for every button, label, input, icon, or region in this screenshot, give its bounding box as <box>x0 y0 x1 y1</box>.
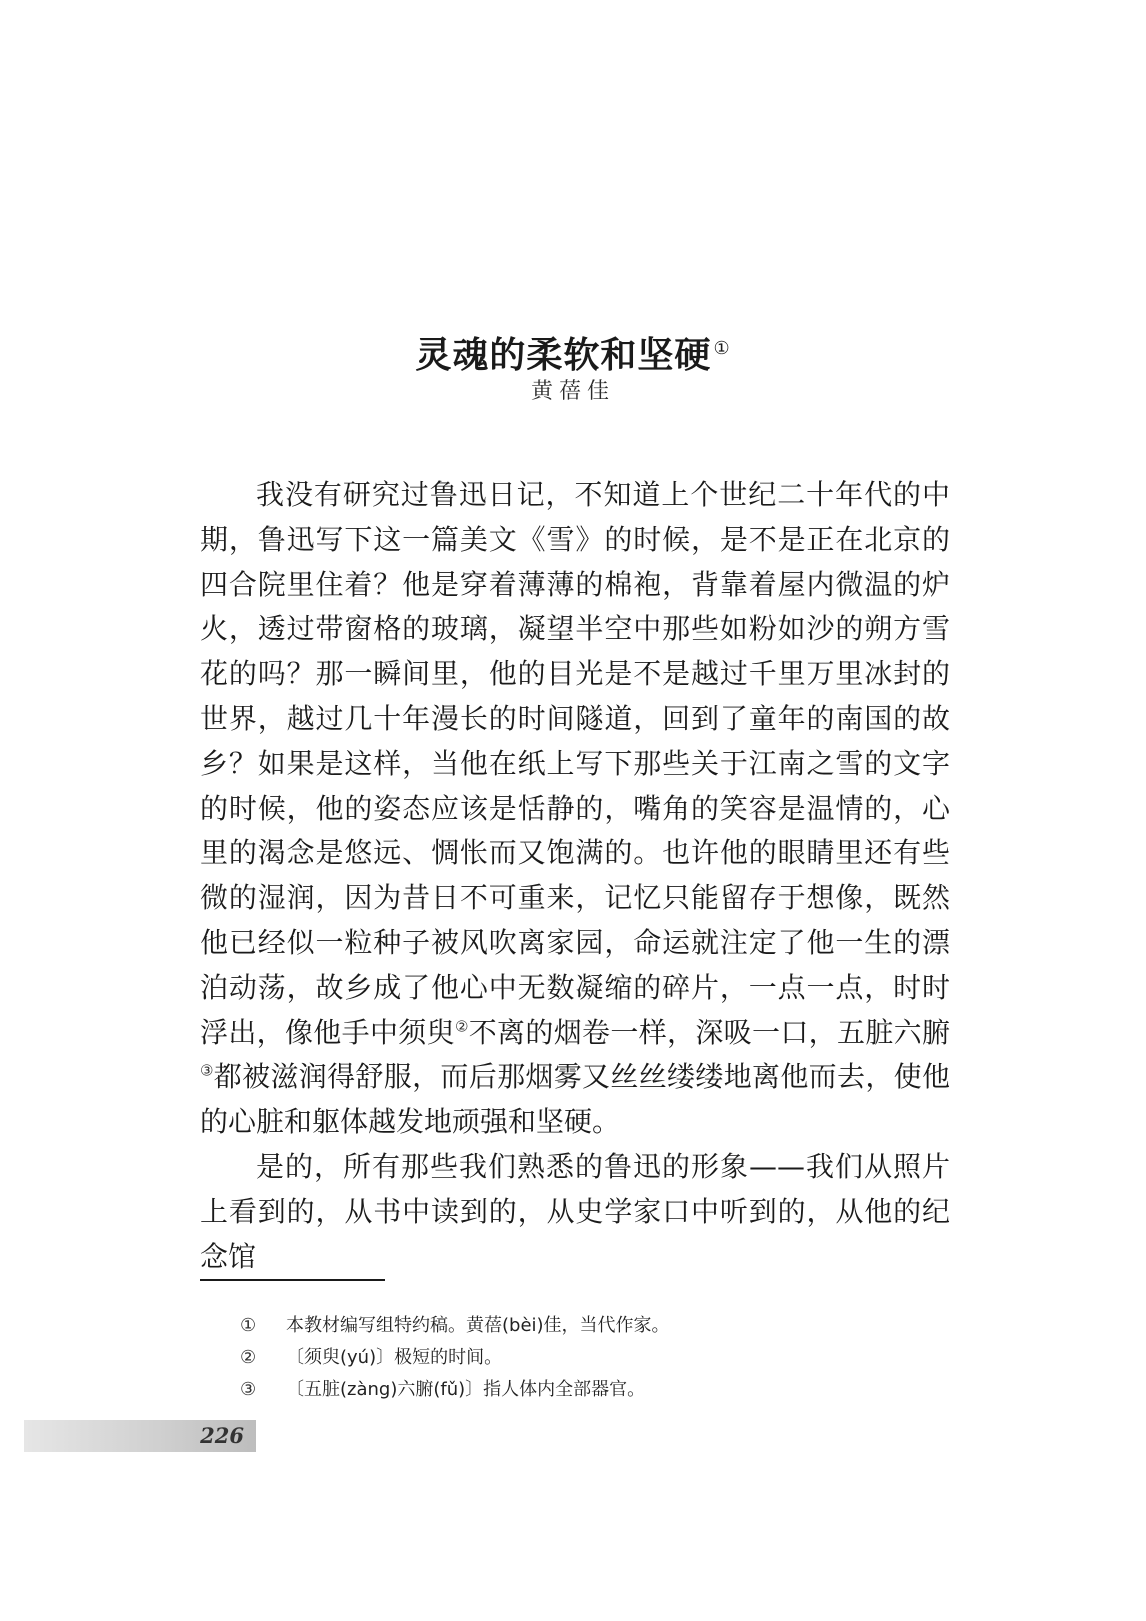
article-body <box>200 473 950 1279</box>
title-footnote-mark: ① <box>713 338 731 360</box>
paragraph-2: 是的，所有那些我们熟悉的鲁迅的形象——我们从照片上看到的，从书中读到的，从史学家口中听到的，从他的纪念馆 <box>200 1149 950 1273</box>
footnote-1-mark: ① <box>240 1315 257 1336</box>
article-title-text: 灵魂的柔软和坚硬 <box>415 334 712 377</box>
footnote-divider <box>200 1279 385 1281</box>
footnote-3-text: 〔五脏(zàng)六腑(fǔ)〕指人体内全部器官。 <box>286 1379 646 1400</box>
footnote-ref-3: ③ <box>200 1062 214 1081</box>
footnote-1 <box>240 1310 940 1342</box>
footnote-2 <box>240 1342 940 1374</box>
page-number: 226 <box>200 1423 244 1448</box>
footnote-2-mark: ② <box>240 1347 257 1368</box>
paragraph-1-part-1: 我没有研究过鲁迅日记，不知道上个世纪二十年代的中期，鲁迅写下这一篇美文《雪》的时候，是不是正在北京的四合院里住着？他是穿着薄薄的棉袍，背靠着屋内微温的炉火，透过带窗格的玻璃，凝望半空中那些如粉如沙的朔方雪花的吗？那一瞬间里，他的目光是不是越过千里万里冰封的世界，越过几十年漫长的时间隧道，回到了童年的南国的故乡？如果是这样，当他在纸上写下那些关于江南之雪的文字的时候，他的姿态应该是恬静的，嘴角的笑容是温情的，心里的渴念是悠远、惆怅而又饱满的。也许他的眼睛里还有些微的湿润，因为昔日不可重来，记忆只能留存于想像，既然他已经似一粒种子被风吹离家园，命运就注定了他一生的漂泊动荡，故乡成了他心中无数凝缩的碎片，一点一点，时时浮出，像他手中须臾 <box>200 478 950 1049</box>
page-number-bar <box>24 1420 256 1452</box>
article-title <box>0 327 1146 378</box>
article-author: 黄蓓佳 <box>530 379 615 404</box>
paragraph-1 <box>200 473 950 1145</box>
footnote-3-mark: ③ <box>240 1379 257 1400</box>
footnote-3 <box>240 1374 940 1406</box>
paragraph-1-part-3: 都被滋润得舒服，而后那烟雾又丝丝缕缕地离他而去，使他的心脏和躯体越发地顽强和坚硬。 <box>200 1060 950 1139</box>
footnotes <box>240 1310 940 1406</box>
footnote-1-text: 本教材编写组特约稿。黄蓓(bèi)佳，当代作家。 <box>286 1315 670 1336</box>
paragraph-1-part-2: 不离的烟卷一样，深吸一口，五脏六腑 <box>468 1015 950 1049</box>
footnote-ref-2: ② <box>454 1017 469 1036</box>
footnote-2-text: 〔须臾(yú)〕极短的时间。 <box>286 1347 503 1368</box>
